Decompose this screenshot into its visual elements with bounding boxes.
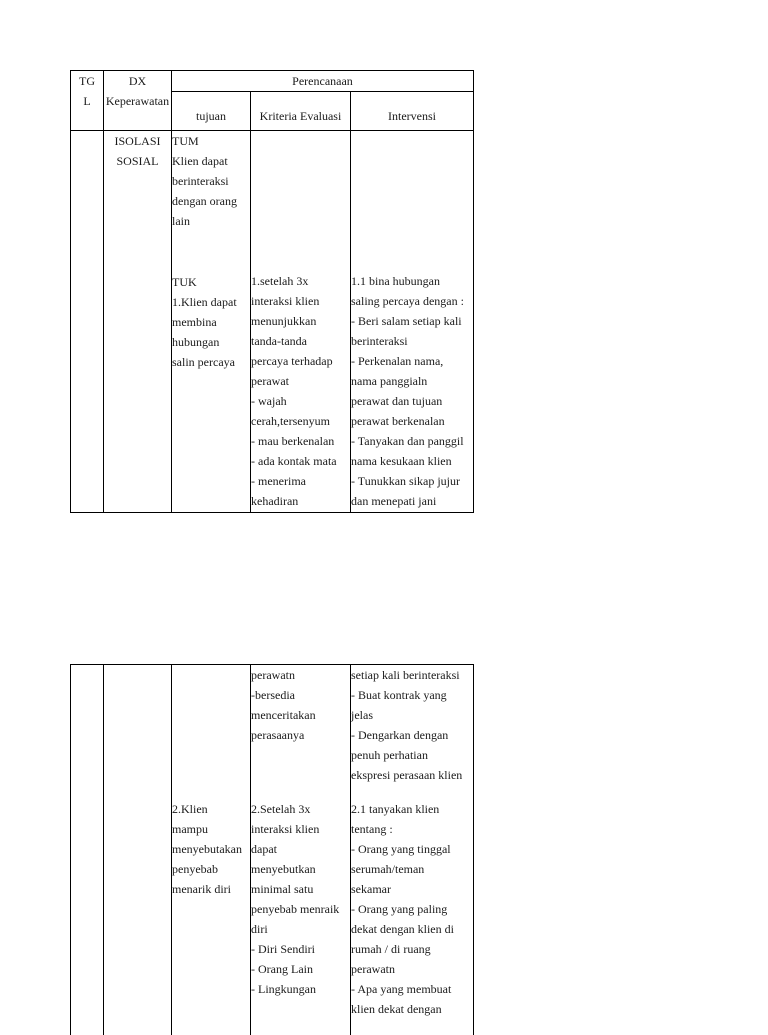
header-tujuan: tujuan	[172, 92, 251, 131]
header-kriteria-evaluasi: Kriteria Evaluasi	[251, 92, 351, 131]
header-perencanaan: Perencanaan	[172, 71, 474, 92]
tujuan-2-text: 2.Klien mampu menyebutakan penyebab menarik diri	[172, 802, 242, 896]
header-tgl: TG L	[71, 71, 104, 131]
tujuan-cell-cont	[172, 665, 251, 1035]
tujuan-cell	[172, 131, 251, 513]
kriteria-cont-text: perawatn -bersedia menceritakan perasaanya	[251, 668, 316, 742]
diagnosis-cell-cont	[104, 665, 172, 1035]
tgl-cell-cont	[71, 665, 104, 1035]
tgl-cell	[71, 131, 104, 513]
header-intervensi: Intervensi	[351, 92, 474, 131]
tum-text: TUM Klien dapat berinteraksi dengan orang lain	[172, 134, 237, 228]
care-plan-table-page2	[70, 664, 474, 1035]
intervensi-cont-text: setiap kali berinteraksi - Buat kontrak yang jelas - Dengarkan dengan penuh perhatian ekspresi perasaan klien	[351, 668, 463, 782]
care-plan-table-page1	[70, 70, 474, 513]
intervensi-cell-cont	[351, 665, 474, 1035]
kriteria-1-text: 1.setelah 3x interaksi klien menunjukkan tanda-tanda percaya terhadap perawat - wajah cerah,tersenyum - mau berkenalan - ada kontak mata - menerima kehadiran	[251, 274, 337, 508]
intervensi-cell	[351, 131, 474, 513]
kriteria-2-text: 2.Setelah 3x interaksi klien dapat menyebutkan minimal satu penyebab menraik diri - Diri Sendiri - Orang Lain - Lingkungan	[251, 802, 340, 996]
tuk-text: TUK 1.Klien dapat membina hubungan salin percaya	[172, 275, 237, 369]
intervensi-1-text: 1.1 bina hubungan saling percaya dengan : - Beri salam setiap kali berinteraksi - Perkenalan nama, nama panggialn perawat dan tujuan perawat berkenalan - Tanyakan dan panggil nama kesukaan klien - Tunukkan sikap jujur dan menepati jani	[351, 274, 464, 508]
kriteria-cell	[251, 131, 351, 513]
intervensi-2-text: 2.1 tanyakan klien tentang : - Orang yang tinggal serumah/teman sekamar - Orang yang paling dekat dengan klien di rumah / di ruang perawatn - Apa yang membuat klien dekat dengan	[351, 802, 454, 1016]
diagnosis-cell: ISOLASI SOSIAL	[104, 131, 172, 513]
header-dx-keperawatan: DX Keperawatan	[104, 71, 172, 131]
kriteria-cell-cont	[251, 665, 351, 1035]
